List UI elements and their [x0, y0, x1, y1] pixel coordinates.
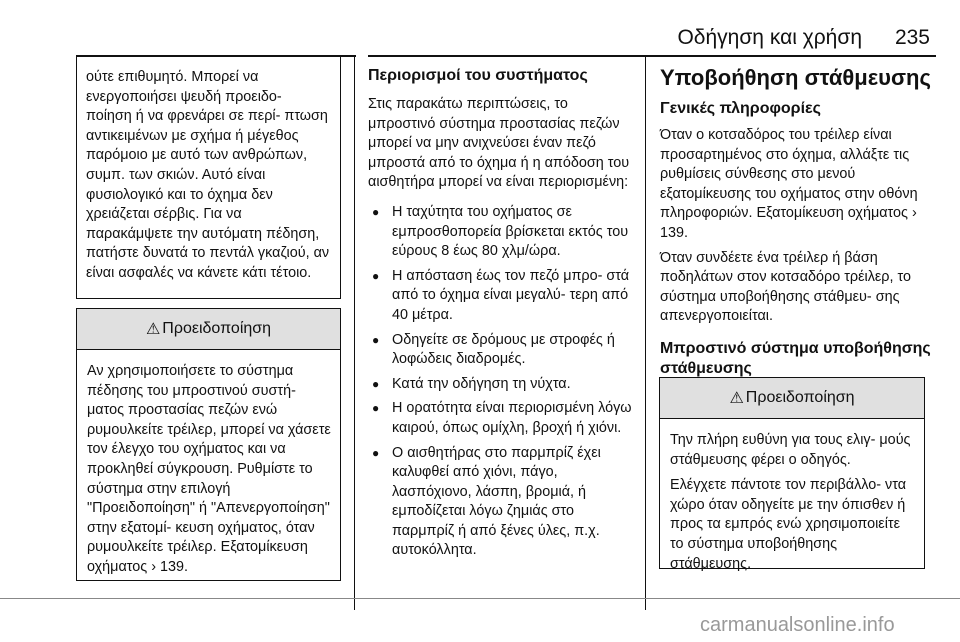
column-separator [354, 55, 355, 610]
watermark: carmanualsonline.info [700, 614, 895, 636]
warning-title: Προειδοποίηση [162, 320, 272, 337]
warning-header [77, 309, 340, 350]
header-title: Οδήγηση και χρήση [677, 26, 862, 49]
column-separator [645, 55, 646, 610]
limitations-list [368, 203, 636, 561]
footer-rule [0, 598, 960, 599]
list-item: ● Ο αισθητήρας στο παρμπρίζ έχει καλυφθεί από χιόνι, πάγο, λασπόχιονο, λάσπη, βρομιά, ή εμποδίζεται λόγω ζημιάς στο παρμπρίζ ή από ξένες ύλες, π.χ. αυτοκόλλητα. [368, 444, 636, 562]
page-reference: 139. [160, 558, 189, 575]
front-parking-heading: Μπροστινό σύστημα υποβοήθησης στάθμευσης [660, 339, 931, 377]
list-item: ● Η ταχύτητα του οχήματος σε εμπροσθοπορεία βρίσκεται εκτός του εύρους 8 έως 80 χλμ/ώρα. [368, 203, 636, 262]
warning-paragraph: Ελέγχετε πάντοτε τον περιβάλλο‐ ντα χώρο όταν οδηγείτε με την όπισθεν ή προς τα εμπρός ενώ χρησιμοποιείτε το σύστημα υποβοήθησης στάθμευσης. [670, 477, 907, 572]
col1-warning-box [76, 308, 341, 581]
warning-body [77, 350, 340, 578]
page-reference: 139. [660, 224, 689, 241]
section-heading: Περιορισμοί του συστήματος [368, 67, 588, 84]
warning-title: Προειδοποίηση [745, 389, 855, 406]
general-heading: Γενικές πληροφορίες [660, 100, 821, 117]
arrow-reference-icon: › [151, 558, 157, 575]
col2 [368, 66, 636, 566]
list-item: ● Οδηγείτε σε δρόμους με στροφές ή λοφώδεις διαδρομές. [368, 331, 636, 370]
col1-intro-box [76, 55, 341, 299]
col2-intro: Στις παρακάτω περιπτώσεις, το μπροστινό σύστημα προστασίας πεζών μπορεί να μην ανιχνεύσει έναν πεζό μπροστά από το όχημα ή η απόδοση του αισθητήρα μπορεί να είναι περιορισμένη: [368, 96, 630, 191]
warning-body [660, 419, 924, 574]
warning-text: Αν χρησιμοποιήσετε το σύστημα πέδησης του μπροστινού συστή‐ ματος προστασίας πεζών ενώ ρυμουλκείτε τρέιλερ, μπορεί να χάσετε τον έλεγχο του οχήματος και να προκληθεί σύγκρουση. Ρυθμίστε το σύστημα στην επιλογή "Προειδοποίηση" ή "Απενεργοποίηση" στην εξατομί‐ κευση οχήματος, όταν ρυμουλκείτε τρέιλερ. Εξατομίκευση οχήματος [87, 363, 331, 575]
header-rule [368, 55, 936, 57]
col3 [660, 64, 940, 394]
list-item: ● Η απόσταση έως τον πεζό μπρο‐ στά από το όχημα είναι μεγαλύ‐ τερη από 40 μέτρα. [368, 267, 636, 326]
col3-paragraph-1: Όταν ο κοτσαδόρος του τρέιλερ είναι προσαρτημένος στο όχημα, αλλάξτε τις ρυθμίσεις σύνθεσης στο μενού εξατομίκευσης του οχήματος στην οθόνη πληροφοριών. Εξατομίκευση οχήματος › 139. [660, 127, 918, 241]
list-item: ● Κατά την οδήγηση τη νύχτα. [368, 375, 636, 395]
warning-triangle-icon: ⚠ [729, 390, 744, 407]
arrow-reference-icon: › [911, 205, 917, 222]
col3-warning-box [659, 377, 925, 572]
warning-paragraph: Την πλήρη ευθύνη για τους ελιγ‐ μούς στάθμευσης φέρει ο οδηγός. [670, 432, 911, 468]
col1-intro-text: ούτε επιθυμητό. Μπορεί να ενεργοποιήσει ψευδή προειδο‐ ποίηση ή να φρενάρει σε περί‐ πτωση αντικειμένων με σχήμα ή μέγεθος παρόμοιο με αυτό των ανθρώπων, συμπ. των σκιών. Αυτό είναι φυσιολογικό και το όχημα δεν χρειάζεται σέρβις. Για να παρακάμψετε την αυτόματη πέδηση, πατήστε δυνατά το πεντάλ γκαζιού, αν είναι ασφαλές να κάνετε κάτι τέτοιο. [86, 69, 330, 281]
list-item: ● Η ορατότητα είναι περιορισμένη λόγω καιρού, όπως ομίχλη, βροχή ή χιόνι. [368, 399, 636, 438]
warning-triangle-icon: ⚠ [145, 321, 161, 338]
col3-paragraph-2: Όταν συνδέετε ένα τρέιλερ ή βάση ποδηλάτων στον κοτσαδόρο τρέιλερ, το σύστημα υποβοήθησης στάθμευ‐ σης απενεργοποιείται. [660, 249, 911, 325]
warning-header [660, 378, 924, 419]
chapter-title: Υποβοήθηση στάθμευσης [660, 65, 931, 90]
page-number: 235 [894, 26, 930, 49]
